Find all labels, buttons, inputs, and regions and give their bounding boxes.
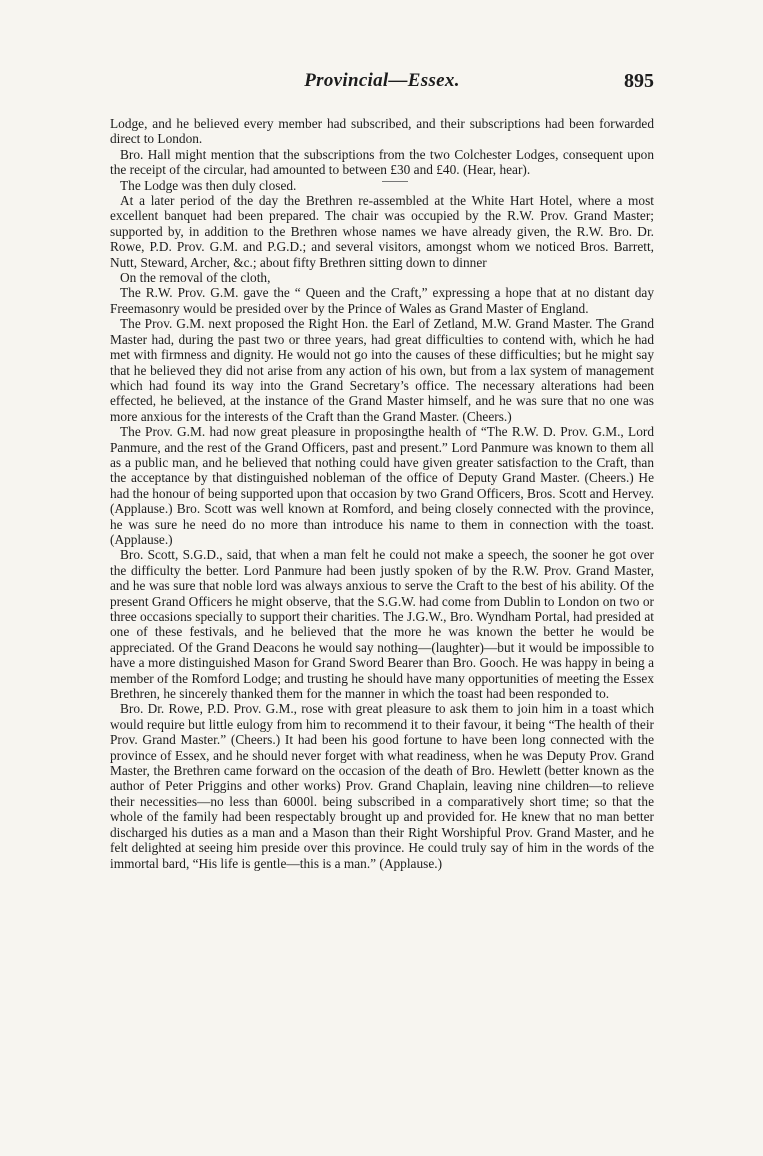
running-title: Provincial—Essex.: [304, 70, 460, 91]
article-body: [110, 116, 654, 871]
paragraph-colchester: Bro. Hall might mention that the subscriptions from the two Colchester Lodges, consequent upon the receipt of the circular, had amounted to between £30 and £40. (Hear, hear).: [110, 146, 654, 178]
paragraph-queen-toast: The R.W. Prov. G.M. gave the “ Queen and the Craft,” expressing a hope that at no distant day Freemasonry would be presided over by the Prince of Wales as Grand Master of England.: [110, 285, 654, 316]
paragraph-panmure-toast: The Prov. G.M. had now great pleasure in proposingthe health of “The R.W. D. Prov. G.M., Lord Panmure, and the rest of the Grand Officers, past and present.” Lord Panmure was known to them all as a public man, and he believed that nothing could have given greater satisfaction to the Craft, than the acceptance by that distinguished nobleman of the office of Deputy Grand Master. (Cheers.) He had the honour of being supported upon that occasion by two Grand Officers, Bros. Scott and Hervey. (Applause.) Bro. Scott was well known at Romford, and being closely connected with the province, he was sure he need do no more than introduce his name to them in connection with the toast. (Applause.): [110, 424, 655, 547]
page-header: [110, 70, 654, 100]
paragraph-rowe-toast: Bro. Dr. Rowe, P.D. Prov. G.M., rose with great pleasure to ask them to join him in a toast which would require but little eulogy from him to recommend it to their favour, it being “The health of their Prov. Grand Master.” (Cheers.) It had been his good fortune to have been long connected with the province of Essex, and he should never forget with what readiness, when he was Deputy Prov. Grand Master, the Brethren came forward on the occasion of the death of Bro. Hewlett (better known as the author of Peter Priggins and other works) Prov. Grand Chaplain, leaving nine children—to relieve their necessities—no less than 6000l. being subscribed in a comparatively short time; so that the whole of the family had been respectably brought up and provided for. He knew that no man better discharged his duties as a man and a Mason than their Right Worshipful Prov. Grand Master, and he felt delighted at seeing him preside over this province. He could truly say of him in the words of the immortal bard, “His life is gentle—this is a man.” (Applause.): [110, 701, 654, 871]
paragraph-cloth: On the removal of the cloth,: [120, 270, 271, 286]
paragraph-lodge-closed: The Lodge was then duly closed.: [120, 177, 297, 193]
page-number: 895: [624, 70, 654, 92]
paragraph-scott-reply: Bro. Scott, S.G.D., said, that when a man felt he could not make a speech, the sooner he got over the difficulty the better. Lord Panmure had been justly spoken of by the R.W. Prov. Grand Master, and he was sure that noble lord was always anxious to serve the Craft to the best of his ability. Of the present Grand Officers he might observe, that the S.G.W. had come from Dublin to London on two or three occasions specially to support their charities. The J.G.W., Bro. Wyndham Portal, had presided at one of these festivals, and he believed that the more he was known the better he would be appreciated. Of the Grand Deacons he would say nothing—(laughter)—but it would be impossible to have a more distinguished Mason for Grand Sword Bearer than Bro. Gooch. He was happy in being a member of the Romford Lodge; and trusting he should have many opportunities of meeting the Essex Brethren, he sincerely thanked them for the manner in which the toast had been responded to.: [110, 547, 654, 702]
paragraph-banquet: At a later period of the day the Brethren re-assembled at the White Hart Hotel, where a most excellent banquet had been prepared. The chair was occupied by the R.W. Prov. Grand Master; supported by, in addition to the Brethren whose names we have already given, the R.W. Bro. Dr. Rowe, P.D. Prov. G.M. and P.G.D.; and several visitors, amongst whom we noticed Bros. Barrett, Nutt, Steward, Archer, &c.; about fifty Brethren sitting down to dinner: [110, 193, 654, 270]
paragraph-zetland-toast: The Prov. G.M. next proposed the Right Hon. the Earl of Zetland, M.W. Grand Master. The Grand Master had, during the past two or three years, had great difficulties to contend with, which he had met with firmness and dignity. He would not go into the causes of these difficulties; but he might say that he believed they did not arise from any action of his own, but from a lax system of management which had found its way into the Grand Secretary’s office. The necessary alterations had been effected, he believed, at the instance of the Grand Master himself, and he was sure that no one was more anxious for the interests of the Craft than the Grand Master. (Cheers.): [110, 316, 654, 424]
paragraph-subscriptions: Lodge, and he believed every member had subscribed, and their subscriptions had been forwarded direct to London.: [110, 116, 654, 147]
